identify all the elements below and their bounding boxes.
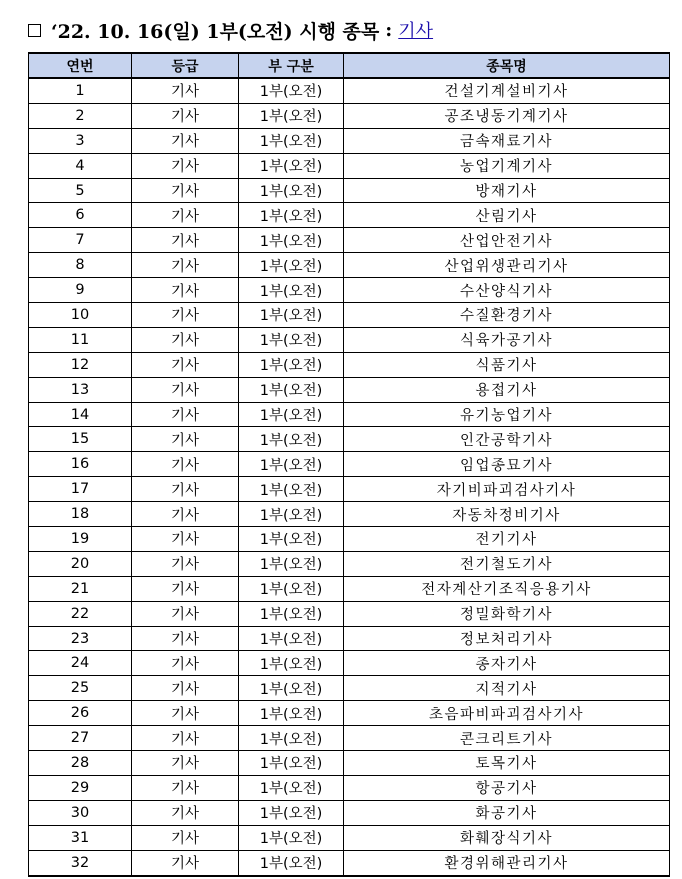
cell-subject-name: 수산양식기사 <box>344 278 670 303</box>
cell-grade: 기사 <box>132 153 239 178</box>
cell-subject-name: 산업안전기사 <box>344 228 670 253</box>
cell-session: 1부(오전) <box>239 78 344 103</box>
header-grade: 등급 <box>132 53 239 78</box>
cell-number: 24 <box>29 651 132 676</box>
cell-session: 1부(오전) <box>239 178 344 203</box>
cell-session: 1부(오전) <box>239 651 344 676</box>
cell-grade: 기사 <box>132 850 239 875</box>
table-row <box>29 701 670 726</box>
cell-session: 1부(오전) <box>239 278 344 303</box>
cell-grade: 기사 <box>132 551 239 576</box>
cell-session: 1부(오전) <box>239 825 344 850</box>
header-session: 부 구분 <box>239 53 344 78</box>
cell-session: 1부(오전) <box>239 228 344 253</box>
cell-session: 1부(오전) <box>239 601 344 626</box>
cell-grade: 기사 <box>132 278 239 303</box>
table-row <box>29 527 670 552</box>
cell-session: 1부(오전) <box>239 676 344 701</box>
cell-subject-name: 자기비파괴검사기사 <box>344 477 670 502</box>
cell-grade: 기사 <box>132 726 239 751</box>
table-row <box>29 800 670 825</box>
cell-grade: 기사 <box>132 452 239 477</box>
cell-subject-name: 산림기사 <box>344 203 670 228</box>
cell-number: 31 <box>29 825 132 850</box>
table-row <box>29 278 670 303</box>
cell-grade: 기사 <box>132 253 239 278</box>
cell-session: 1부(오전) <box>239 253 344 278</box>
cell-grade: 기사 <box>132 626 239 651</box>
cell-grade: 기사 <box>132 676 239 701</box>
cell-session: 1부(오전) <box>239 551 344 576</box>
cell-number: 4 <box>29 153 132 178</box>
cell-number: 13 <box>29 377 132 402</box>
table-row <box>29 303 670 328</box>
cell-grade: 기사 <box>132 178 239 203</box>
cell-session: 1부(오전) <box>239 203 344 228</box>
cell-number: 14 <box>29 402 132 427</box>
cell-number: 16 <box>29 452 132 477</box>
cell-session: 1부(오전) <box>239 576 344 601</box>
cell-session: 1부(오전) <box>239 103 344 128</box>
cell-session: 1부(오전) <box>239 751 344 776</box>
category-link[interactable]: 기사 <box>398 21 434 42</box>
checkbox-icon <box>28 24 41 37</box>
cell-subject-name: 전자계산기조직응용기사 <box>344 576 670 601</box>
cell-session: 1부(오전) <box>239 377 344 402</box>
cell-session: 1부(오전) <box>239 303 344 328</box>
cell-subject-name: 임업종묘기사 <box>344 452 670 477</box>
cell-number: 20 <box>29 551 132 576</box>
cell-grade: 기사 <box>132 427 239 452</box>
cell-session: 1부(오전) <box>239 626 344 651</box>
cell-grade: 기사 <box>132 327 239 352</box>
cell-number: 18 <box>29 502 132 527</box>
cell-subject-name: 화공기사 <box>344 800 670 825</box>
header-subject-name: 종목명 <box>344 53 670 78</box>
cell-session: 1부(오전) <box>239 502 344 527</box>
cell-grade: 기사 <box>132 825 239 850</box>
cell-session: 1부(오전) <box>239 452 344 477</box>
cell-grade: 기사 <box>132 352 239 377</box>
table-row <box>29 850 670 875</box>
cell-grade: 기사 <box>132 527 239 552</box>
cell-number: 5 <box>29 178 132 203</box>
cell-session: 1부(오전) <box>239 327 344 352</box>
cell-session: 1부(오전) <box>239 775 344 800</box>
cell-grade: 기사 <box>132 701 239 726</box>
cell-number: 21 <box>29 576 132 601</box>
cell-subject-name: 농업기계기사 <box>344 153 670 178</box>
cell-subject-name: 금속재료기사 <box>344 128 670 153</box>
table-row <box>29 377 670 402</box>
table-row <box>29 825 670 850</box>
table-header-row <box>29 53 670 78</box>
cell-grade: 기사 <box>132 477 239 502</box>
cell-number: 29 <box>29 775 132 800</box>
table-row <box>29 128 670 153</box>
page-title <box>28 16 433 44</box>
table-row <box>29 726 670 751</box>
cell-number: 9 <box>29 278 132 303</box>
cell-number: 17 <box>29 477 132 502</box>
cell-subject-name: 전기기사 <box>344 527 670 552</box>
cell-session: 1부(오전) <box>239 726 344 751</box>
table-row <box>29 228 670 253</box>
cell-subject-name: 식육가공기사 <box>344 327 670 352</box>
cell-number: 32 <box>29 850 132 875</box>
cell-subject-name: 정밀화학기사 <box>344 601 670 626</box>
table-row <box>29 775 670 800</box>
cell-grade: 기사 <box>132 228 239 253</box>
cell-grade: 기사 <box>132 651 239 676</box>
cell-number: 6 <box>29 203 132 228</box>
table-row <box>29 626 670 651</box>
cell-number: 26 <box>29 701 132 726</box>
cell-number: 22 <box>29 601 132 626</box>
cell-grade: 기사 <box>132 377 239 402</box>
cell-session: 1부(오전) <box>239 352 344 377</box>
cell-subject-name: 종자기사 <box>344 651 670 676</box>
cell-session: 1부(오전) <box>239 800 344 825</box>
cell-grade: 기사 <box>132 128 239 153</box>
cell-number: 25 <box>29 676 132 701</box>
table-row <box>29 601 670 626</box>
cell-subject-name: 용접기사 <box>344 377 670 402</box>
cell-subject-name: 콘크리트기사 <box>344 726 670 751</box>
table-row <box>29 551 670 576</box>
table-row <box>29 103 670 128</box>
cell-subject-name: 화훼장식기사 <box>344 825 670 850</box>
cell-session: 1부(오전) <box>239 527 344 552</box>
cell-session: 1부(오전) <box>239 128 344 153</box>
cell-subject-name: 토목기사 <box>344 751 670 776</box>
cell-subject-name: 정보처리기사 <box>344 626 670 651</box>
cell-session: 1부(오전) <box>239 402 344 427</box>
cell-grade: 기사 <box>132 502 239 527</box>
table-row <box>29 402 670 427</box>
cell-grade: 기사 <box>132 103 239 128</box>
cell-number: 2 <box>29 103 132 128</box>
cell-subject-name: 산업위생관리기사 <box>344 253 670 278</box>
table-row <box>29 651 670 676</box>
cell-number: 30 <box>29 800 132 825</box>
cell-number: 1 <box>29 78 132 103</box>
table-row <box>29 327 670 352</box>
cell-subject-name: 환경위해관리기사 <box>344 850 670 875</box>
table-row <box>29 78 670 103</box>
cell-grade: 기사 <box>132 800 239 825</box>
table-row <box>29 751 670 776</box>
cell-number: 11 <box>29 327 132 352</box>
table-row <box>29 477 670 502</box>
cell-number: 27 <box>29 726 132 751</box>
cell-subject-name: 자동차정비기사 <box>344 502 670 527</box>
cell-number: 23 <box>29 626 132 651</box>
cell-subject-name: 공조냉동기계기사 <box>344 103 670 128</box>
cell-number: 28 <box>29 751 132 776</box>
cell-number: 7 <box>29 228 132 253</box>
cell-subject-name: 식품기사 <box>344 352 670 377</box>
cell-session: 1부(오전) <box>239 427 344 452</box>
exam-schedule-table <box>28 52 670 877</box>
cell-number: 3 <box>29 128 132 153</box>
cell-grade: 기사 <box>132 78 239 103</box>
cell-subject-name: 유기농업기사 <box>344 402 670 427</box>
table-row <box>29 178 670 203</box>
cell-subject-name: 초음파비파괴검사기사 <box>344 701 670 726</box>
cell-grade: 기사 <box>132 303 239 328</box>
table-row <box>29 253 670 278</box>
title-date-text: ‘22. 10. 16(일) 1부(오전) 시행 종목 <box>51 20 380 43</box>
cell-grade: 기사 <box>132 576 239 601</box>
cell-grade: 기사 <box>132 751 239 776</box>
cell-number: 15 <box>29 427 132 452</box>
cell-session: 1부(오전) <box>239 850 344 875</box>
cell-subject-name: 전기철도기사 <box>344 551 670 576</box>
title-separator: : <box>385 19 393 41</box>
cell-subject-name: 지적기사 <box>344 676 670 701</box>
cell-session: 1부(오전) <box>239 477 344 502</box>
table-row <box>29 576 670 601</box>
cell-subject-name: 수질환경기사 <box>344 303 670 328</box>
cell-grade: 기사 <box>132 601 239 626</box>
cell-subject-name: 항공기사 <box>344 775 670 800</box>
cell-grade: 기사 <box>132 402 239 427</box>
cell-session: 1부(오전) <box>239 153 344 178</box>
cell-number: 10 <box>29 303 132 328</box>
table-row <box>29 203 670 228</box>
table-row <box>29 427 670 452</box>
cell-subject-name: 방재기사 <box>344 178 670 203</box>
cell-subject-name: 인간공학기사 <box>344 427 670 452</box>
cell-number: 19 <box>29 527 132 552</box>
table-row <box>29 352 670 377</box>
table-row <box>29 153 670 178</box>
cell-grade: 기사 <box>132 203 239 228</box>
table-row <box>29 452 670 477</box>
cell-number: 8 <box>29 253 132 278</box>
cell-number: 12 <box>29 352 132 377</box>
cell-subject-name: 건설기계설비기사 <box>344 78 670 103</box>
table-row <box>29 502 670 527</box>
cell-grade: 기사 <box>132 775 239 800</box>
table-row <box>29 676 670 701</box>
cell-session: 1부(오전) <box>239 701 344 726</box>
header-number: 연번 <box>29 53 132 78</box>
